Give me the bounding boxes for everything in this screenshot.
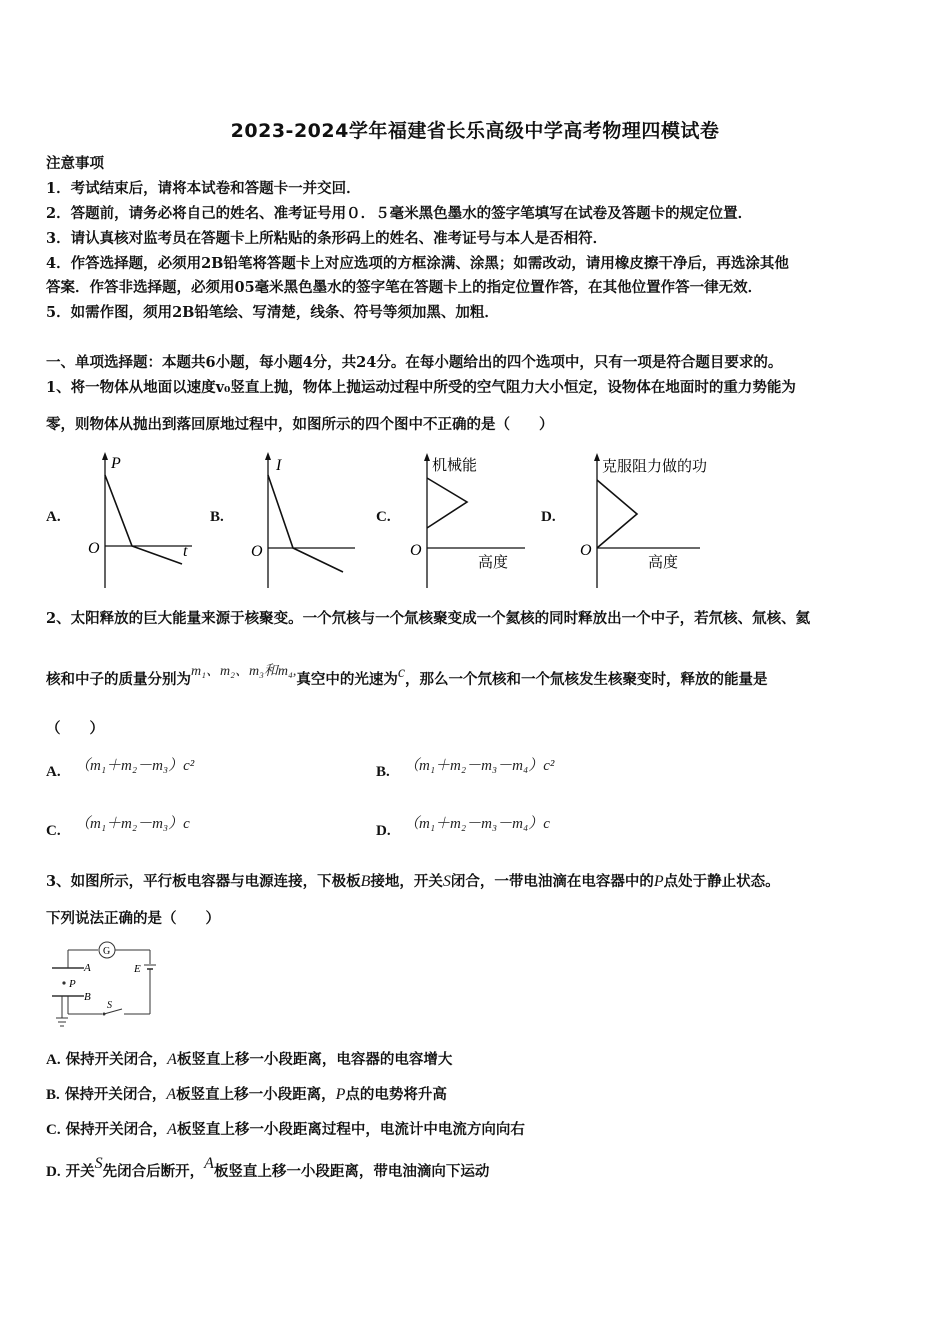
q3-var-b: B [360, 873, 371, 890]
battery-label: E [134, 963, 141, 975]
note-item: 4．作答选择题，必须用2B铅笔将答题卡上对应选项的方框涂满、涂黑；如需改动，请用橡皮擦干净后，再选涂其他 [46, 255, 789, 272]
q2-answer-paren: （ ） [46, 720, 104, 737]
graph-origin: O [251, 543, 263, 560]
option-letter: B. [46, 1087, 60, 1103]
note-item: 1．考试结束后，请将本试卷和答题卡一并交回． [46, 180, 361, 197]
q3-var-s: S [442, 873, 451, 890]
q2-line2-post: ，那么一个氘核和一个氚核发生核聚变时，释放的能量是 [405, 671, 768, 688]
note-item: 5．如需作图，须用2B铅笔绘、写清楚，线条、符号等须加黑、加粗． [46, 304, 499, 321]
q3-line1-a: 3、如图所示，平行板电容器与电源连接，下极板 [46, 873, 361, 890]
q3-option-c [46, 1118, 525, 1139]
option-var: A [204, 1155, 214, 1172]
option-letter: C. [46, 1122, 61, 1138]
note-item: 答案．作答非选择题，必须用05毫米黑色墨水的签字笔在答题卡上的指定位置作答，在其他位置作答一律无效． [46, 279, 763, 296]
option-text: 板竖直上移一小段距离，电容器的电容增大 [176, 1051, 453, 1068]
q1-graph-a [80, 450, 200, 590]
q2-option-d-letter: D. [376, 823, 391, 839]
option-var: A [167, 1121, 177, 1138]
q1-option-d-letter: D. [541, 509, 556, 525]
q1-option-b-letter: B. [210, 509, 224, 525]
q3-circuit-diagram [44, 938, 164, 1030]
q2-masses: m₁、m₂、m₃和m₄, [191, 664, 297, 679]
option-text: 板竖直上移一小段距离，带电油滴向下运动 [213, 1163, 490, 1180]
page-title: 2023-2024学年福建省长乐高级中学高考物理四模试卷 [230, 120, 720, 142]
q2-option-b-expr: （m₁＋m₂－m₃－m₄）c² [404, 758, 555, 774]
q2-light-speed: c [397, 664, 406, 681]
q2-text-line2 [46, 664, 768, 689]
q1-text-line1: 1、将一物体从地面以速度v₀竖直上抛，物体上抛运动过程中所受的空气阻力大小恒定，设物体在地面时的重力势能为 [46, 379, 796, 396]
q3-line1-b: 接地，开关 [370, 873, 443, 890]
section-heading: 一、单项选择题：本题共6小题，每小题4分，共24分。在每小题给出的四个选项中，只有一项是符合题目要求的。 [46, 354, 783, 371]
q3-text-line1 [46, 870, 780, 891]
option-letter: A. [46, 1052, 61, 1068]
option-text: 板竖直上移一小段距离过程中，电流计中电流方向向右 [176, 1121, 525, 1138]
graph-xlabel: 高度 [478, 555, 509, 571]
q2-option-a-letter: A. [46, 764, 61, 780]
option-var: P [335, 1086, 346, 1103]
point-p-label: P [69, 978, 76, 990]
option-var: A [166, 1086, 177, 1103]
q1-graph-c [405, 450, 545, 590]
option-text: 板竖直上移一小段距离， [176, 1086, 336, 1103]
galvanometer-label: G [103, 946, 111, 957]
q2-option-c-letter: C. [46, 823, 61, 839]
plate-b-label: B [84, 991, 91, 1003]
option-text: 保持开关闭合， [65, 1051, 168, 1068]
plate-a-label: A [84, 962, 91, 974]
graph-origin: O [88, 540, 100, 557]
q3-text-line2: 下列说法正确的是（ ） [46, 910, 220, 927]
q1-graph-d [575, 450, 735, 590]
option-text: 保持开关闭合， [64, 1086, 167, 1103]
option-letter: D. [46, 1164, 61, 1180]
q1-option-c-letter: C. [376, 509, 391, 525]
graph-ylabel: 克服阻力做的功 [602, 459, 708, 475]
option-text: 保持开关闭合， [65, 1121, 168, 1138]
option-var: S [94, 1155, 103, 1172]
q2-text-line1: 2、太阳释放的巨大能量来源于核聚变。一个氘核与一个氚核聚变成一个氦核的同时释放出一个中子，若氘核、氚核、氦 [46, 610, 811, 627]
q2-line2-pre: 核和中子的质量分别为 [46, 671, 191, 688]
q3-option-b [46, 1083, 447, 1104]
q3-option-a [46, 1048, 452, 1069]
q2-option-c-expr: （m₁＋m₂－m₃）c [75, 816, 190, 832]
option-text: 开关 [65, 1163, 95, 1180]
graph-ylabel: I [276, 457, 282, 474]
q1-graph-b [243, 450, 363, 590]
q3-option-d [46, 1155, 490, 1181]
q1-option-a-letter: A. [46, 509, 61, 525]
q3-line1-c: 闭合，一带电油滴在电容器中的 [450, 873, 654, 890]
graph-xlabel: t [183, 543, 188, 560]
note-item: 3．请认真核对监考员在答题卡上所粘贴的条形码上的姓名、准考证号与本人是否相符． [46, 230, 608, 247]
notes-heading: 注意事项 [46, 155, 104, 172]
graph-ylabel: P [111, 455, 121, 472]
option-var: A [167, 1051, 177, 1068]
graph-xlabel: 高度 [648, 555, 679, 571]
option-text: 先闭合后断开， [102, 1163, 205, 1180]
q1-text-line2: 零，则物体从抛出到落回原地过程中，如图所示的四个图中不正确的是（ ） [46, 416, 554, 433]
q3-var-p: P [653, 873, 664, 890]
q2-option-b-letter: B. [376, 764, 390, 780]
switch-label: S [107, 1000, 112, 1011]
q2-option-a-expr: （m₁＋m₂－m₃）c² [75, 758, 195, 774]
graph-origin: O [580, 542, 592, 559]
graph-origin: O [410, 542, 422, 559]
option-text: 点的电势将升高 [345, 1086, 447, 1103]
q2-line2-mid: 真空中的光速为 [296, 671, 398, 688]
graph-ylabel: 机械能 [432, 458, 478, 474]
q3-line1-d: 点处于静止状态。 [663, 873, 780, 890]
q2-option-d-expr: （m₁＋m₂－m₃－m₄）c [404, 816, 550, 832]
note-item: 2．答题前，请务必将自己的姓名、准考证号用０．５毫米黑色墨水的签字笔填写在试卷及答题卡的规定位置． [46, 205, 753, 222]
